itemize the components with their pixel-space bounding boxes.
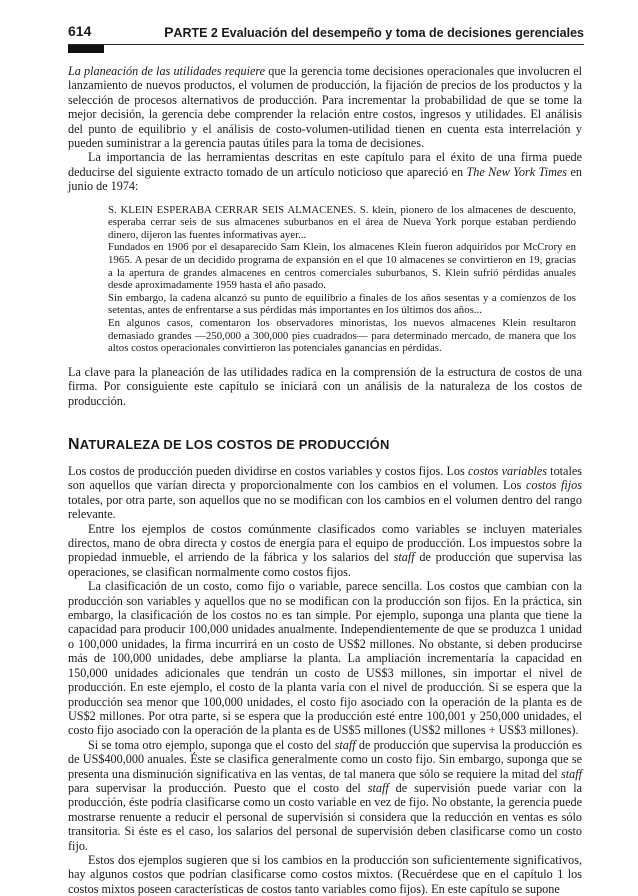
intro-paragraph-1: La planeación de las utilidades requiere que la gerencia tome decisiones operacionales que involucren el lanzamiento de nuevos productos, el volumen de producción, la fijación de precios de los productos y la selección de procesos alternativos de producción. Para incrementar la probabilidad de que se tome la mejor decisión, la gerencia debe comprender la relación entre costos, ingresos y utilidades. El análisis del punto de equilibrio y el análisis de costo-volumen-utilidad tienen en cuenta esta interrelación y pueden suministrar a la gerencia pautas útiles para la toma de decisiones. xyxy=(68,64,582,151)
excerpt-paragraph-4: En algunos casos, comentaron los observadores minoristas, los nuevos almacenes Klein resultaron demasiado grandes —250,000 a 300,000 pies cuadrados— para determinado mercado, de manera que los altos costos operacionales convirtieron las potenciales ganancias en pérdidas. xyxy=(108,317,576,355)
header-marker-bar xyxy=(68,45,104,53)
excerpt-paragraph-2: Fundados en 1906 por el desaparecido Sam Klein, los almacenes Klein fueron adquiridos por McCrory en 1965. A pesar de un decidido programa de expansión en el que 10 almacenes se convirtieron en 19, gracias a la apertura de grandes almacenes en centros comerciales suburbanos, S. Klein sufrió pérdidas anuales desde aproximadamente 1959 hasta el año pasado. xyxy=(108,241,576,292)
intro-paragraph-2: La importancia de las herramientas descritas en este capítulo para el éxito de una firma puede deducirse del siguiente extracto tomado de un artículo noticioso que apareció en The New York Times en junio de 1974: xyxy=(68,150,582,194)
news-excerpt xyxy=(108,204,576,355)
running-head-initial: P xyxy=(164,24,174,40)
intro-italic-lead: La planeación de las utilidades requiere xyxy=(68,64,266,78)
closing-paragraph: La clave para la planeación de las utilidades radica en la comprensión de la estructura de costos de una firma. Por consiguiente este capítulo se iniciará con un análisis de la naturaleza de los costos de producción. xyxy=(68,364,582,408)
section-heading: NATURALEZA DE LOS COSTOS DE PRODUCCIÓN xyxy=(68,436,390,453)
running-head xyxy=(164,24,584,40)
body-paragraph-4: Si se toma otro ejemplo, suponga que el costo del staff de producción que supervisa la producción es de US$400,000 anuales. Éste se clasifica generalmente como un costo fijo. Sin embargo, suponga que se presenta una disminución significativa en las ventas, de tal manera que sólo se requiere la mitad del staff para supervisar la producción. Puesto que el costo del staff de supervisión puede variar con la producción, éste podría clasificarse como un costo variable en vez de fijo. No obstante, la gerencia puede mostrarse renuente a reducir el personal de supervisión si considera que la reducción en ventas es sólo transitoria. Si éste es el caso, los salarios del personal de supervisión deben clasificarse como un costo fijo. xyxy=(68,737,582,853)
page-header xyxy=(68,23,584,41)
body-paragraph-2: Entre los ejemplos de costos comúnmente clasificados como variables se incluyen materiales directos, mano de obra directa y costos de energía para el equipo de producción. Los impuestos sobre la propiedad inmueble, el arriendo de la fábrica y los salarios del staff de producción que supervisa las operaciones, se clasifican normalmente como costos fijos. xyxy=(68,521,582,579)
excerpt-paragraph-3: Sin embargo, la cadena alcanzó su punto de equilibrio a finales de los años sesentas y a comienzos de los setentas, antes de enfrentarse a sus pérdidas más importantes en los últimos dos años... xyxy=(108,291,576,317)
newspaper-title: The New York Times xyxy=(466,164,568,179)
body-paragraph-5: Estos dos ejemplos sugieren que si los cambios en la producción son suficientemente significativos, hay algunos costos que podrían clasificarse como costos mixtos. (Recuérdese que en el capítulo 1 los costos mixtos poseen características de costos tanto variables como fijos). En este capítulo se supone xyxy=(68,852,582,896)
body-paragraph-3: La clasificación de un costo, como fijo o variable, parece sencilla. Los costos que cambian con la producción son variables y aquellos que no se modifican con la producción son fijos. En la práctica, sin embargo, la clasificación de los costos no es tan simple. Por ejemplo, suponga una planta que tiene la capacidad para producir 100,000 unidades anualmente. Independientemente de que se produzca 1 unidad o 100,000 unidades, la firma incurrirá en un costo de US$2 millones. No obstante, si deben producirse más de 100,000 unidades, debe ampliarse la planta. La ampliación incrementaría la capacidad en 150,000 unidades adicionales que tendrán un costo de US$3 millones, sin importar el nivel de producción. En este ejemplo, el costo de la planta varía con el nivel de producción. Si se espera que la producción sea menor que 100,000 unidades, el costo fijo asociado con la operación de la planta es de US$2 millones. Por otra parte, si se espera que la producción esté entre 100,001 y 250,000 unidades, el costo fijo asociado con la operación de la planta es de US$5 millones (US$2 millones + US$3 millones). xyxy=(68,579,582,738)
page-number: 614 xyxy=(68,23,92,39)
header-rule xyxy=(68,44,584,45)
body-paragraph-1: Los costos de producción pueden dividirse en costos variables y costos fijos. Los costos variables totales son aquellos que varían directa y proporcionalmente con los cambios en el volumen. Los costos fijos totales, por otra parte, son aquellos que no se modifican con los cambios en el volumen dentro del rango relevante. xyxy=(68,464,582,522)
excerpt-paragraph-1: S. KLEIN ESPERABA CERRAR SEIS ALMACENES. S. klein, pionero de los almacenes de descuento, esperaba cerrar seis de sus almacenes suburbanos en el área de Nueva York porque estaban perdiendo dinero, dijeron las fuentes informativas ayer... xyxy=(108,203,576,241)
page-content xyxy=(68,64,582,896)
running-head-text: ARTE 2 Evaluación del desempeño y toma de decisiones gerenciales xyxy=(173,26,584,40)
